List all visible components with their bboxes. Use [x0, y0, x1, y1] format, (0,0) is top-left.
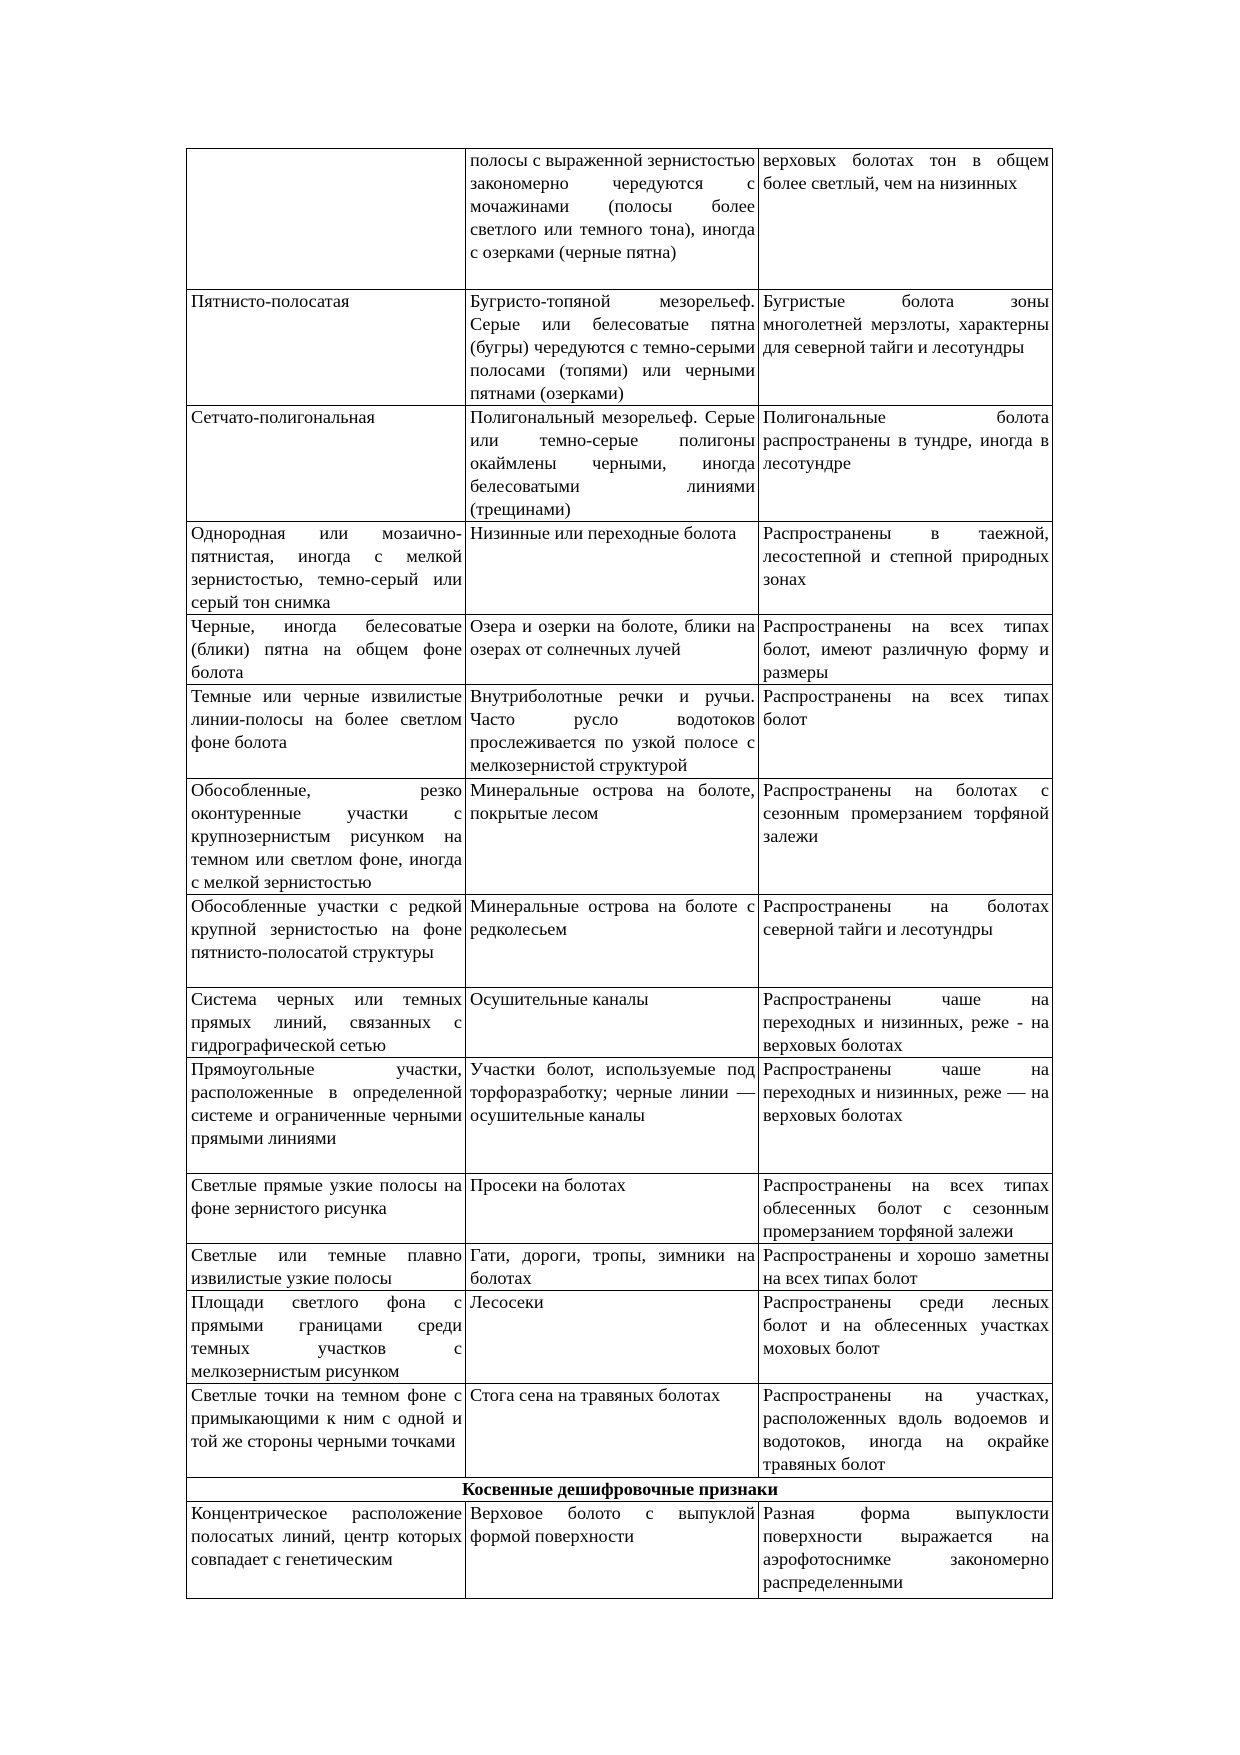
table-row [187, 1058, 1053, 1174]
feature-cell: Обособленные, резко оконтуренные участки с крупнозернистым рисунком на темном или светлом фоне, иногда с мелкой зернистостью [187, 779, 466, 895]
note-cell: Распространены на болотах с сезонным промерзанием торфяной залежи [759, 779, 1053, 895]
note-cell: Разная форма выпуклости поверхности выражается на аэрофотоснимке закономерно распределенными [759, 1502, 1053, 1599]
object-cell: Гати, дороги, тропы, зимники на болотах [466, 1244, 759, 1291]
note-cell: Распространены на всех типах болот, имеют различную форму и размеры [759, 615, 1053, 685]
object-cell: Стога сена на травяных болотах [466, 1384, 759, 1478]
feature-cell: Черные, иногда белесоватые (блики) пятна на общем фоне болота [187, 615, 466, 685]
object-cell: полосы с выраженной зернистостью закономерно чередуются с мочажинами (полосы более светлого или темного тона), иногда с озерками (черные пятна) [466, 149, 759, 290]
table-row [187, 685, 1053, 779]
table-row [187, 1384, 1053, 1478]
feature-cell: Темные или черные извилистые линии-полосы на более светлом фоне болота [187, 685, 466, 779]
feature-cell: Светлые точки на темном фоне с примыкающими к ним с одной и той же стороны черными точками [187, 1384, 466, 1478]
table-row [187, 290, 1053, 406]
table-row [187, 406, 1053, 522]
note-cell: Распространены в таежной, лесостепной и степной природных зонах [759, 522, 1053, 615]
object-cell: Бугристо-топяной мезорельеф. Серые или белесоватые пятна (бугры) чередуются с темно-серыми полосами (топями) или черными пятнами (озерками) [466, 290, 759, 406]
feature-cell: Светлые прямые узкие полосы на фоне зернистого рисунка [187, 1174, 466, 1244]
note-cell: Распространены и хорошо заметны на всех типах болот [759, 1244, 1053, 1291]
note-cell: Распространены на всех типах болот [759, 685, 1053, 779]
table-row [187, 779, 1053, 895]
table-row [187, 1502, 1053, 1599]
feature-cell: Светлые или темные плавно извилистые узкие полосы [187, 1244, 466, 1291]
note-cell: Распространены чаше на переходных и низинных, реже — на верховых болотах [759, 1058, 1053, 1174]
table-row [187, 1174, 1053, 1244]
object-cell: Минеральные острова на болоте, покрытые лесом [466, 779, 759, 895]
feature-cell: Обособленные участки с редкой крупной зернистостью на фоне пятнисто-полосатой структуры [187, 895, 466, 988]
note-cell: Полигональные болота распространены в тундре, иногда в лесотундре [759, 406, 1053, 522]
table-row [187, 149, 1053, 290]
object-cell: Внутриболотные речки и ручьи. Часто русло водотоков прослеживается по узкой полосе с мелкозернистой структурой [466, 685, 759, 779]
feature-cell: Площади светлого фона с прямыми границами среди темных участков с мелкозернистым рисунком [187, 1291, 466, 1384]
note-cell: Распространены на участках, расположенных вдоль водоемов и водотоков, иногда на окрайке травяных болот [759, 1384, 1053, 1478]
section-header-row [187, 1478, 1053, 1502]
table-row [187, 1291, 1053, 1384]
feature-cell: Сетчато-полигональная [187, 406, 466, 522]
feature-cell: Прямоугольные участки, расположенные в определенной системе и ограниченные черными прямыми линиями [187, 1058, 466, 1174]
table-row [187, 615, 1053, 685]
note-cell: Распространены на болотах северной тайги и лесотундры [759, 895, 1053, 988]
swamp-interpretation-table [186, 148, 1053, 1599]
object-cell: Лесосеки [466, 1291, 759, 1384]
object-cell: Участки болот, используемые под торфоразработку; черные линии — осушительные каналы [466, 1058, 759, 1174]
object-cell: Просеки на болотах [466, 1174, 759, 1244]
feature-cell: Однородная или мозаично-пятнистая, иногда с мелкой зернистостью, темно-серый или серый тон снимка [187, 522, 466, 615]
table-row [187, 988, 1053, 1058]
table-row [187, 1244, 1053, 1291]
note-cell: Распространены на всех типах облесенных болот с сезонным промерзанием торфяной залежи [759, 1174, 1053, 1244]
table-row [187, 895, 1053, 988]
note-cell: Распространены чаше на переходных и низинных, реже - на верховых болотах [759, 988, 1053, 1058]
table-row [187, 522, 1053, 615]
section-header: Косвенные дешифровочные признаки [187, 1478, 1053, 1502]
note-cell: верховых болотах тон в общем более светлый, чем на низинных [759, 149, 1053, 290]
object-cell: Полигональный мезорельеф. Серые или темно-серые полигоны окаймлены черными, иногда белесоватыми линиями (трещинами) [466, 406, 759, 522]
note-cell: Бугристые болота зоны многолетней мерзлоты, характерны для северной тайги и лесотундры [759, 290, 1053, 406]
feature-cell [187, 149, 466, 290]
feature-cell: Пятнисто-полосатая [187, 290, 466, 406]
object-cell: Верховое болото с выпуклой формой поверхности [466, 1502, 759, 1599]
object-cell: Осушительные каналы [466, 988, 759, 1058]
feature-cell: Концентрическое расположение полосатых линий, центр которых совпадает с генетическим [187, 1502, 466, 1599]
object-cell: Озера и озерки на болоте, блики на озерах от солнечных лучей [466, 615, 759, 685]
object-cell: Низинные или переходные болота [466, 522, 759, 615]
feature-cell: Система черных или темных прямых линий, связанных с гидрографической сетью [187, 988, 466, 1058]
object-cell: Минеральные острова на болоте с редколесьем [466, 895, 759, 988]
note-cell: Распространены среди лесных болот и на облесенных участках моховых болот [759, 1291, 1053, 1384]
